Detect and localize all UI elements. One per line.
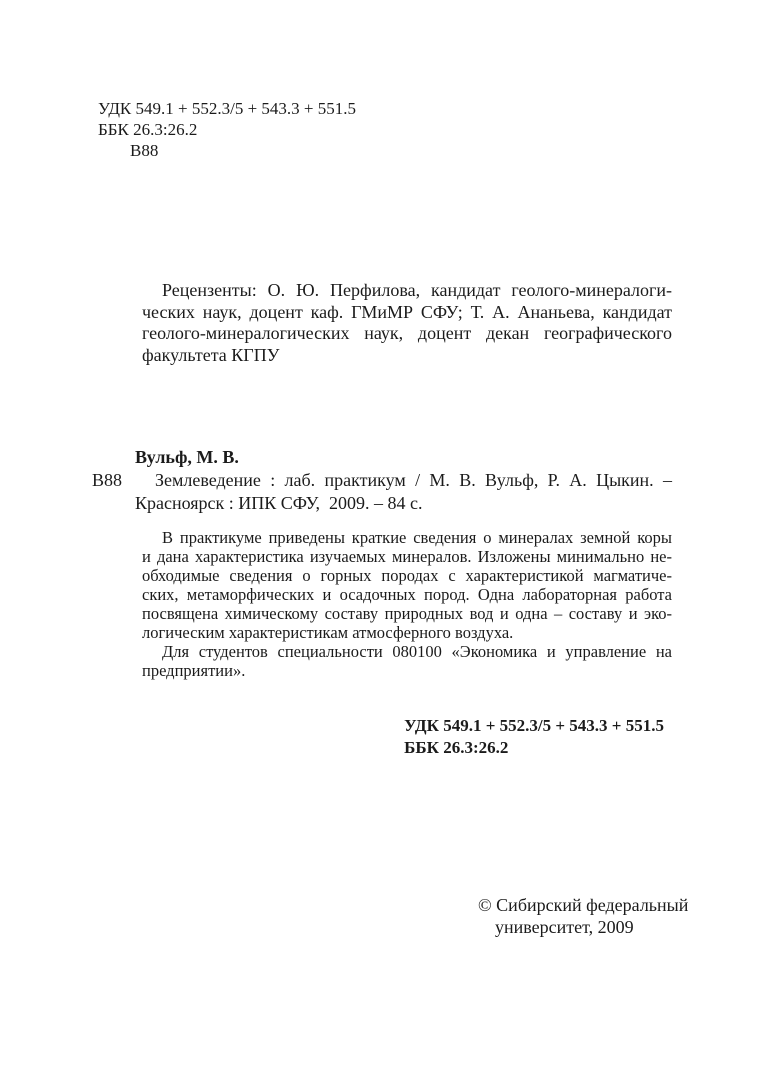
udk-code-top: УДК 549.1 + 552.3/5 + 543.3 + 551.5 (98, 99, 356, 118)
annotation-line: предприятии». (142, 661, 246, 680)
annotation-line: В практикуме приведены краткие сведения о минералах земной коры (162, 528, 672, 547)
bottom-bibliographic-codes (404, 715, 664, 759)
catalog-description-line: Землеведение : лаб. практикум / М. В. Вульф, Р. А. Цыкин. – (155, 470, 672, 490)
udk-code-bottom: УДК 549.1 + 552.3/5 + 543.3 + 551.5 (404, 716, 664, 735)
reviewers-paragraph (142, 280, 672, 366)
copyright-notice (478, 894, 688, 938)
copyright-line: университет, 2009 (495, 917, 634, 937)
reviewers-line: ческих наук, доцент каф. ГМиМР СФУ; Т. А. Ананьева, кандидат (142, 301, 672, 322)
annotation-line: ских, метаморфических и осадочных пород. Одна лабораторная работа (142, 585, 672, 604)
catalog-description (92, 469, 672, 515)
annotation-line: Для студентов специальности 080100 «Экономика и управление на (162, 642, 672, 661)
annotation-paragraphs (142, 528, 672, 680)
catalog-description-line: Красноярск : ИПК СФУ, 2009. – 84 с. (135, 493, 423, 513)
annotation-line: обходимые сведения о горных породах с характеристикой магматиче- (142, 566, 672, 585)
bbk-code-top: ББК 26.3:26.2 (98, 120, 198, 139)
copyright-line: © Сибирский федеральный (478, 895, 689, 915)
catalog-author-name: Вульф, М. В. (135, 447, 239, 467)
reviewers-line: Рецензенты: О. Ю. Перфилова, кандидат геолого-минералоги- (162, 280, 672, 300)
bbk-code-bottom: ББК 26.3:26.2 (404, 738, 509, 757)
reviewers-line: геолого-минералогических наук, доцент декан географического (142, 323, 672, 343)
annotation-line: посвящена химическому составу природных вод и одна – составу и эко- (142, 604, 672, 623)
annotation-line: логическим характеристикам атмосферного воздуха. (142, 623, 514, 642)
author-sign-entry: В88 (92, 470, 123, 490)
annotation-line: и дана характеристика изучаемых минералов. Изложены минимально не- (142, 547, 672, 566)
author-sign-top: В88 (130, 141, 159, 160)
reviewers-line: факультета КГПУ (142, 344, 280, 365)
top-bibliographic-codes (98, 98, 356, 161)
catalog-entry (92, 446, 672, 515)
